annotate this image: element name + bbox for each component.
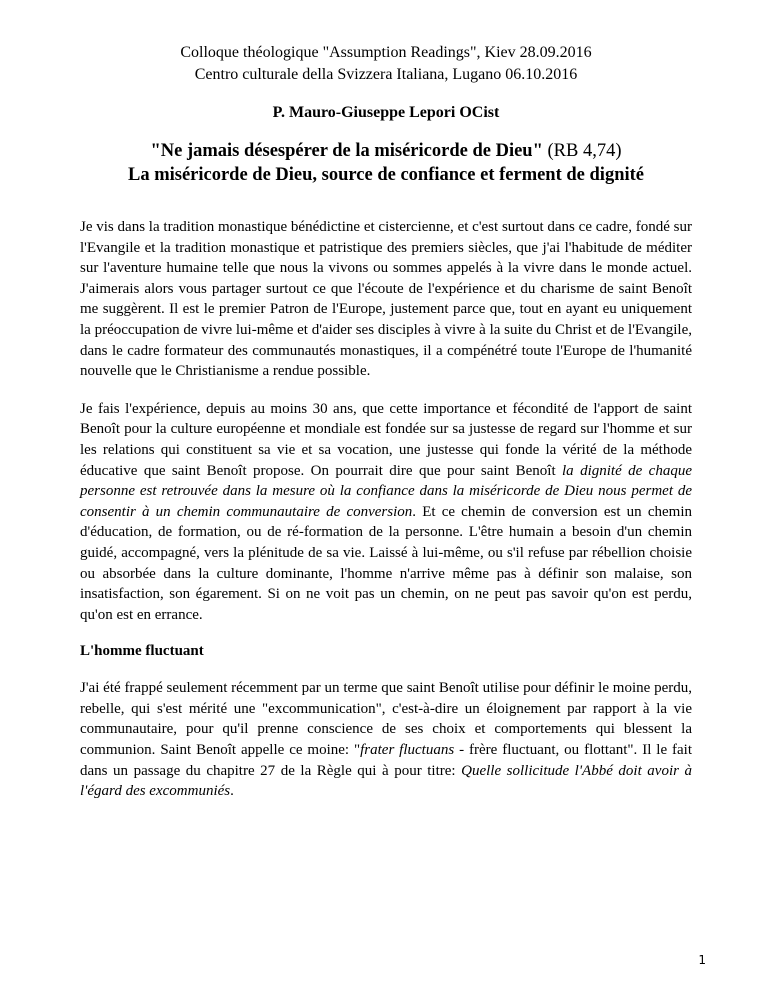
latin-term: frater fluctuans [360,742,455,759]
paragraph-benoit-emphasis: la dignité de chaque personne est retrouvée dans la mesure où la confiance dans la miséricorde de Dieu nous permet de consentir à un chemin communautaire de conversion [80,462,692,520]
paragraph-intro: Je vis dans la tradition monastique bénédictine et cistercienne, et c'est surtout dans ce cadre, fondé sur l'Evangile et la tradition monastique et patristique des premiers siècles, que j'ai l'habitude de méditer sur l'aventure humaine telle que nous la vivons ou sommes appelés à la vivre dans le monde actuel. J'aimerais alors vous partager surtout ce que l'écoute de l'expérience et du charisme de saint Benoît me suggèrent. Il est le premier Patron de l'Europe, justement parce que, tout en ayant eu uniquement la préoccupation de vivre lui-même et d'aider ses disciples à vivre à la suite du Christ et de l'Evangile, dans le cadre formateur des communautés monastiques, il a compénétré toute l'Europe de l'humanité nouvelle que le Christianisme a rendue possible. [80,219,692,380]
conference-header [80,42,692,86]
section-heading: L'homme fluctuant [80,643,204,660]
header-line-kiev: Colloque théologique "Assumption Readings", Kiev 28.09.2016 [180,44,592,61]
paragraph-benoit: Je fais l'expérience, depuis au moins 30 ans, que cette importance et fécondité de l'apport de saint Benoît pour la culture européenne et mondiale est fondée sur sa justesse de regard sur l'homme et sur les relations qui constituent sa vie et sa vocation, une justesse qui fonde la vérité de la méthode éducative que saint Benoît propose. On pourrait dire que pour saint Benoît la dignité de chaque personne est retrouvée dans la mesure où la confiance dans la miséricorde de Dieu nous permet de consentir à un chemin communautaire de conversion. Et ce chemin de conversion est un chemin d'éducation, de formation, ou de ré-formation de la personne. L'être humain a besoin d'un chemin guidé, accompagné, vers la plénitude de sa vie. Laissé à lui-même, ou s'il refuse par rébellion choisie ou absorbée dans la culture dominante, l'homme n'arrive même pas à définir son malaise, son insatisfaction, son égarement. Si on ne voit pas un chemin, on ne peut pas savoir qu'on est perdu, qu'on est en errance. [80,400,692,623]
title-quote: "Ne jamais désespérer de la miséricorde de Dieu" [150,141,543,161]
document-page [80,42,692,802]
document-title [80,139,692,187]
title-reference: (RB 4,74) [542,141,622,161]
author-name: P. Mauro-Giuseppe Lepori OCist [272,104,500,121]
title-subtitle: La miséricorde de Dieu, source de confiance et ferment de dignité [127,165,644,185]
header-line-lugano: Centro culturale della Svizzera Italiana, Lugano 06.10.2016 [194,66,578,83]
title-line [80,139,692,163]
paragraph-fluctuant: J'ai été frappé seulement récemment par un terme que saint Benoît utilise pour définir le moine perdu, rebelle, qui s'est mérité une "excommunication", c'est-à-dire un éloignement par rapport à la vie communautaire, pour qu'il prenne conscience de ses choix et comportements qui blessent la communion. Saint Benoît appelle ce moine: "frater fluctuans - frère fluctuant, ou flottant". Il le fait dans un passage du chapitre 27 de la Règle qui à pour titre: Quelle sollicitude l'Abbé doit avoir à l'égard des excommuniés. [80,680,693,800]
chapter-title: Quelle sollicitude l'Abbé doit avoir à l'égard des excommuniés [80,762,693,800]
page-number: 1 [698,953,706,967]
